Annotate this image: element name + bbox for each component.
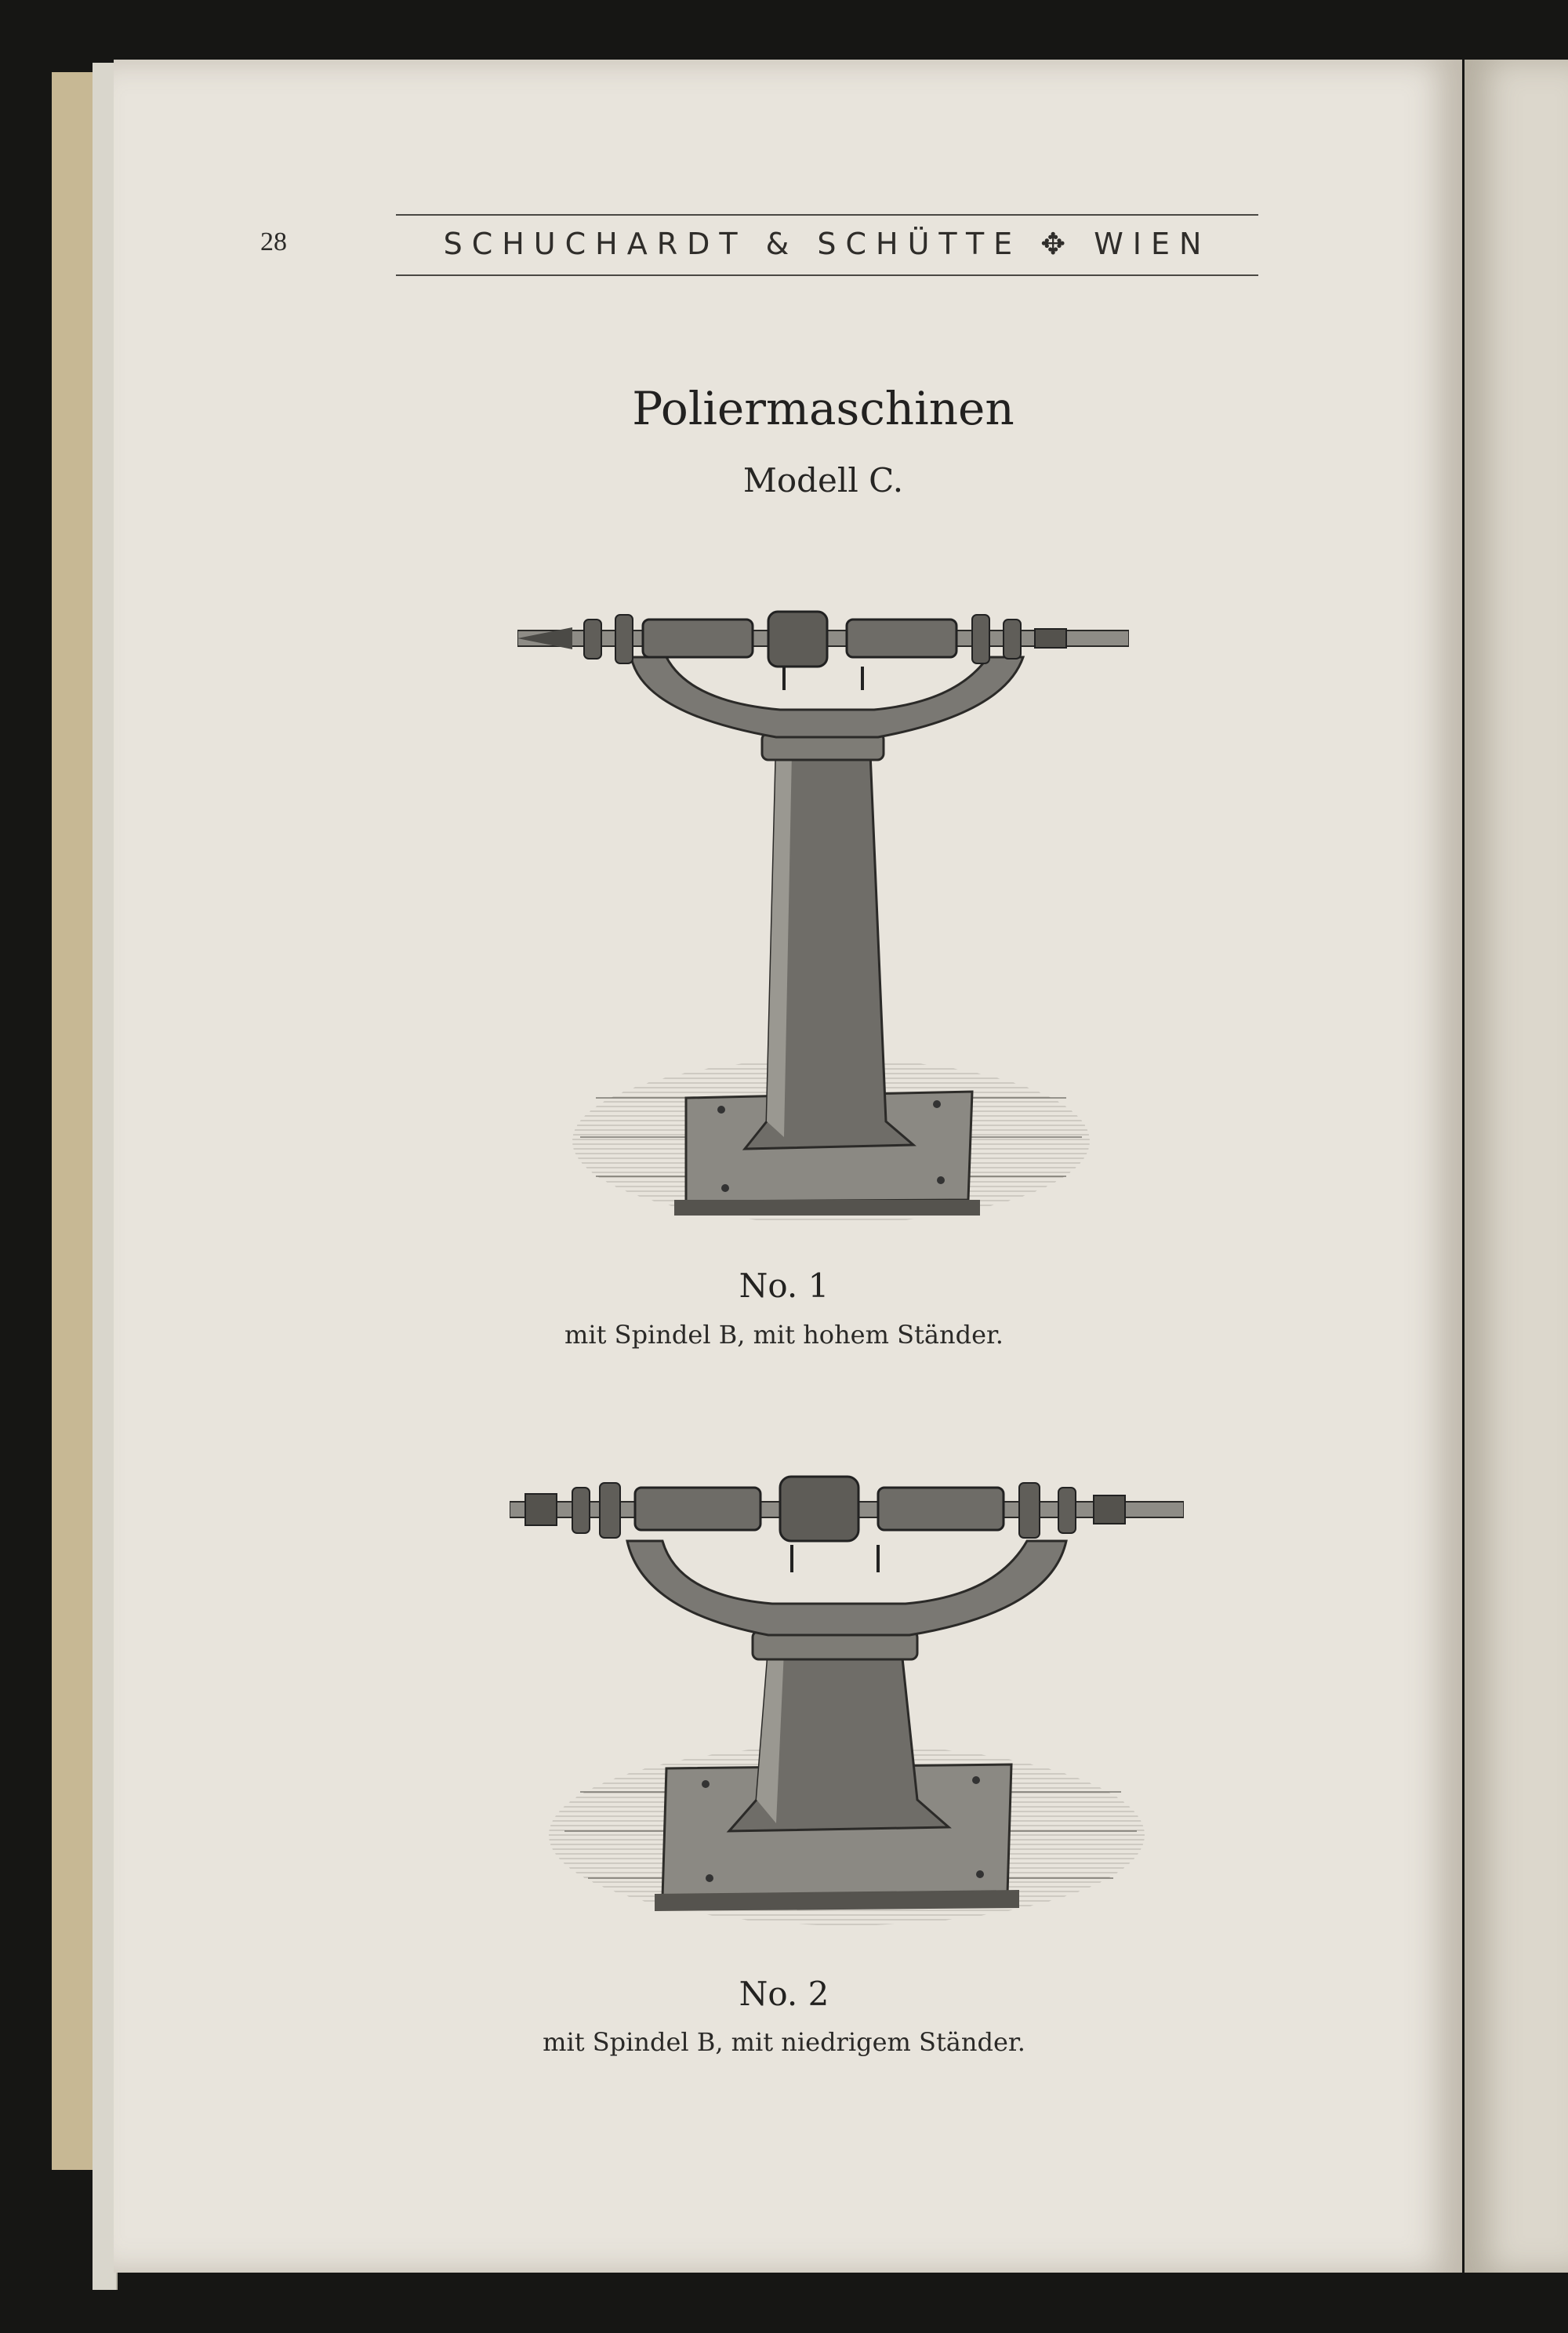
facing-page	[1465, 60, 1568, 2273]
header-rule-top	[396, 214, 1258, 216]
machine-tall-stand-image	[517, 596, 1129, 1263]
figure-2-illustration	[510, 1470, 1184, 1957]
figure-1-number: No. 1	[739, 1266, 829, 1305]
figure-2-caption: mit Spindel B, mit niedrigem Ständer.	[543, 2027, 1025, 2057]
figure-1-caption: mit Spindel B, mit hohem Ständer.	[564, 1320, 1004, 1350]
page-title: Poliermaschinen	[632, 382, 1014, 435]
running-header: SCHUCHARDT & SCHÜTTE ✥ WIEN	[443, 227, 1211, 261]
header-rule-bottom	[396, 274, 1258, 276]
page-number: 28	[260, 227, 287, 256]
machine-low-stand-image	[510, 1470, 1184, 1957]
page-subtitle: Modell C.	[742, 461, 904, 500]
figure-2-number: No. 2	[739, 1975, 829, 2013]
figure-1-illustration	[517, 596, 1129, 1263]
